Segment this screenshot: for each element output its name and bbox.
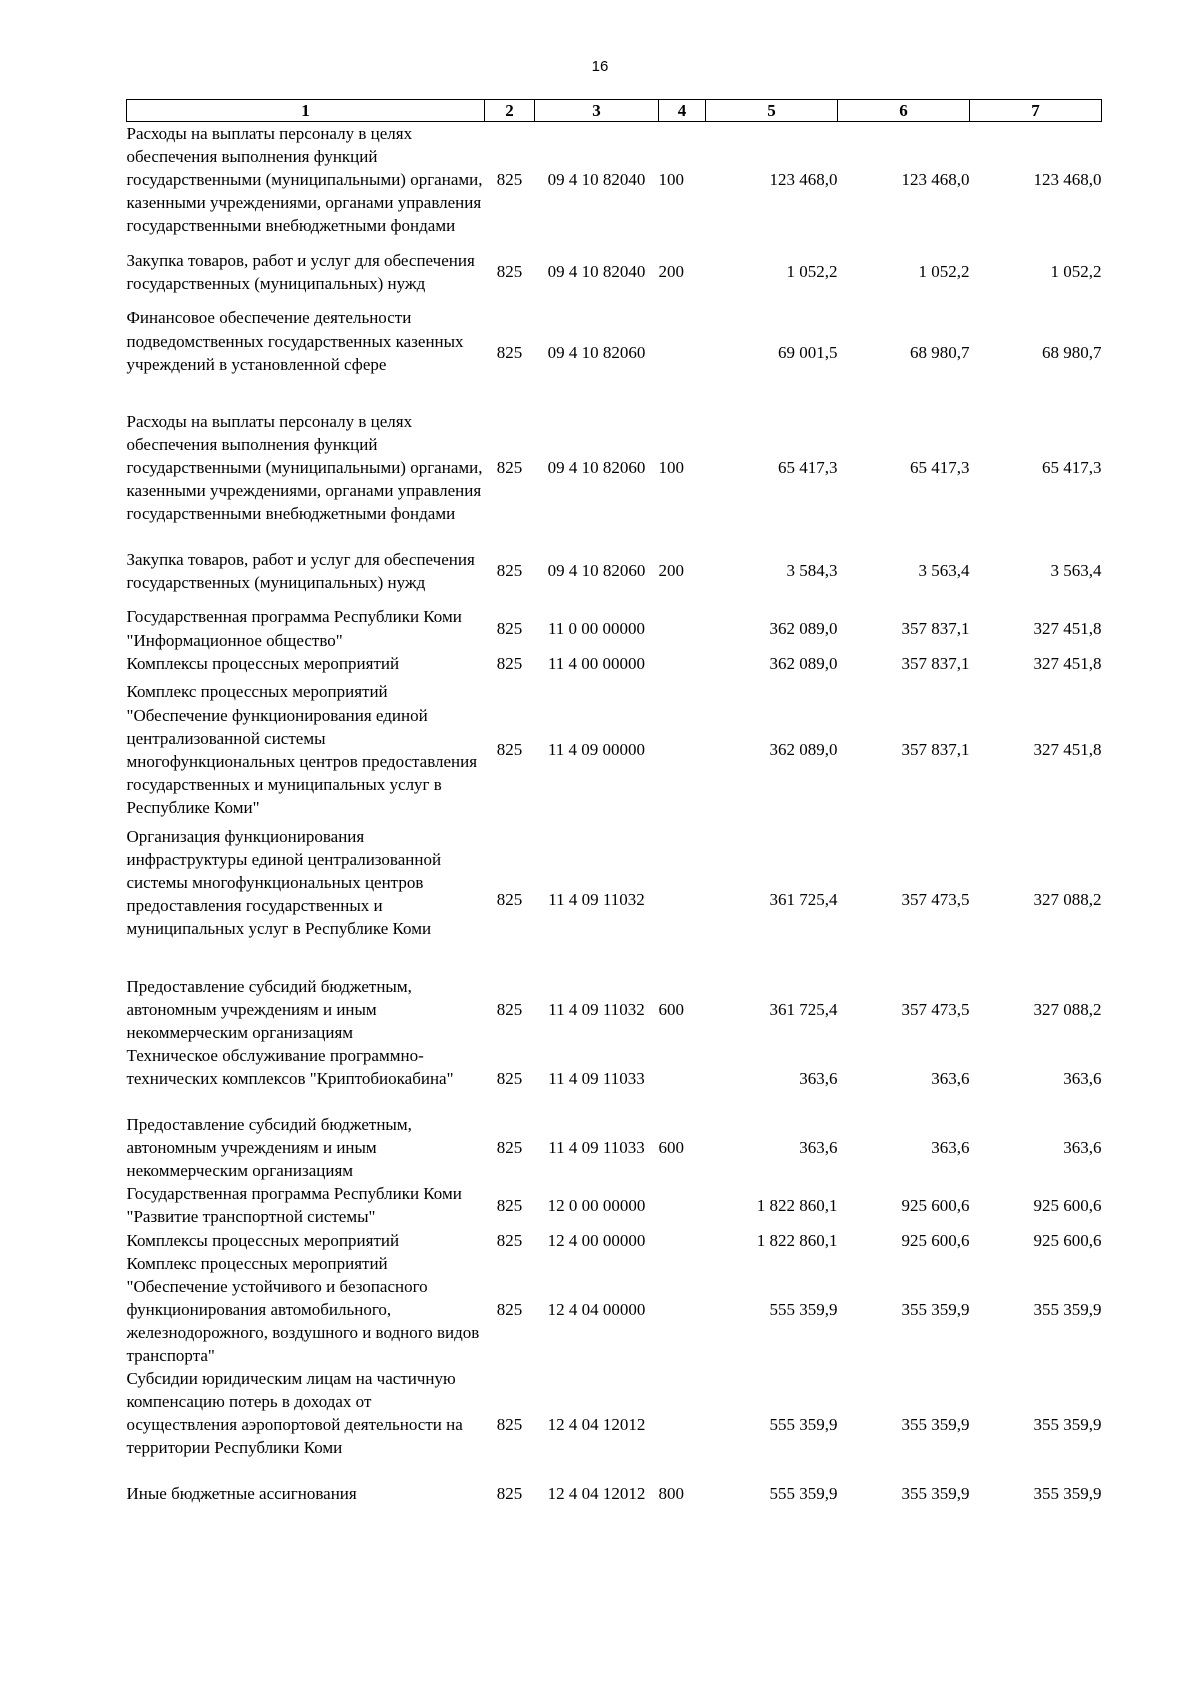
table-row xyxy=(127,1044,1102,1113)
row-code: 825 xyxy=(496,619,523,639)
table-row xyxy=(127,1482,1102,1505)
row-name: Субсидии юридическим лицам на частичную компенсацию потерь в доходах от осуществления аэропортовой деятельности на территории Республики Коми xyxy=(126,1369,463,1458)
row-value-6: 355 359,9 xyxy=(901,1415,970,1435)
row-section: 09 4 10 82040 xyxy=(547,262,646,282)
row-value-7: 355 359,9 xyxy=(1033,1299,1102,1319)
row-value-5: 69 001,5 xyxy=(778,342,838,362)
page-number: 16 xyxy=(591,58,609,75)
row-value-5: 3 584,3 xyxy=(786,561,838,581)
row-section: 11 4 09 00000 xyxy=(547,740,646,760)
row-section: 09 4 10 82060 xyxy=(547,561,646,581)
row-value-7: 123 468,0 xyxy=(1033,170,1102,190)
header-cell: 7 xyxy=(970,100,1102,122)
row-name: Финансовое обеспечение деятельности подведомственных государственных казенных учреждений в установленной сфере xyxy=(126,308,464,374)
row-name: Расходы на выплаты персоналу в целях обеспечения выполнения функций государственными (муниципальными) органами, казенными учреждениями, органами управления государственными внебюджетными фондами xyxy=(126,411,483,524)
table-row xyxy=(127,675,1102,825)
table-row xyxy=(127,1182,1102,1228)
row-value-6: 363,6 xyxy=(931,1138,970,1158)
row-value-5: 1 822 860,1 xyxy=(756,1195,838,1215)
table-row xyxy=(127,237,1102,306)
row-section: 09 4 10 82060 xyxy=(547,342,646,362)
table-row xyxy=(127,398,1102,536)
row-name: Комплексы процессных мероприятий xyxy=(126,1230,400,1250)
row-type xyxy=(659,1367,706,1482)
row-code: 825 xyxy=(496,457,523,477)
row-section: 12 4 04 12012 xyxy=(547,1415,646,1435)
row-value-7: 355 359,9 xyxy=(1033,1484,1102,1504)
row-value-5: 1 822 860,1 xyxy=(756,1230,838,1250)
row-value-5: 65 417,3 xyxy=(778,457,838,477)
row-type: 600 xyxy=(658,999,684,1019)
row-value-6: 363,6 xyxy=(931,1068,970,1088)
row-section: 12 0 00 00000 xyxy=(547,1195,646,1215)
row-type: 200 xyxy=(658,561,684,581)
row-type: 100 xyxy=(658,457,684,477)
row-code: 825 xyxy=(496,1415,523,1435)
row-section: 11 4 09 11032 xyxy=(548,890,645,910)
row-section: 12 4 00 00000 xyxy=(547,1230,646,1250)
row-value-7: 327 451,8 xyxy=(1033,740,1102,760)
header-cell: 2 xyxy=(485,100,535,122)
row-value-6: 357 837,1 xyxy=(901,653,970,673)
row-value-7: 925 600,6 xyxy=(1033,1230,1102,1250)
row-value-7: 327 088,2 xyxy=(1033,890,1102,910)
row-value-6: 357 473,5 xyxy=(901,999,970,1019)
row-value-7: 327 451,8 xyxy=(1033,619,1102,639)
row-value-7: 363,6 xyxy=(1063,1138,1102,1158)
row-type: 800 xyxy=(658,1484,684,1504)
header-row xyxy=(127,100,1102,122)
budget-table xyxy=(126,99,1102,1505)
row-type xyxy=(659,825,706,975)
row-value-5: 362 089,0 xyxy=(769,740,838,760)
table-row xyxy=(127,825,1102,975)
row-value-6: 355 359,9 xyxy=(901,1299,970,1319)
row-code: 825 xyxy=(496,1484,523,1504)
row-code: 825 xyxy=(496,561,523,581)
row-code: 825 xyxy=(496,1230,523,1250)
row-code: 825 xyxy=(496,1195,523,1215)
row-code: 825 xyxy=(496,170,523,190)
row-value-6: 3 563,4 xyxy=(918,561,970,581)
row-value-6: 68 980,7 xyxy=(910,342,970,362)
row-value-7: 68 980,7 xyxy=(1042,342,1102,362)
row-value-6: 925 600,6 xyxy=(901,1230,970,1250)
row-name: Организация функционирования инфраструктуры единой централизованной системы многофункциональных центров предоставления государственных и муниципальных услуг в Республике Коми xyxy=(126,826,442,939)
row-type xyxy=(659,605,706,651)
row-section: 12 4 04 12012 xyxy=(547,1484,646,1504)
row-type xyxy=(659,652,706,675)
row-name: Предоставление субсидий бюджетным, автономным учреждениям и иным некоммерческим организациям xyxy=(126,1115,412,1181)
row-value-6: 65 417,3 xyxy=(910,457,970,477)
row-code: 825 xyxy=(496,890,523,910)
table-row xyxy=(127,1229,1102,1252)
row-name: Иные бюджетные ассигнования xyxy=(126,1484,357,1504)
row-value-7: 925 600,6 xyxy=(1033,1195,1102,1215)
row-name: Техническое обслуживание программно-технических комплексов "Криптобиокабина" xyxy=(126,1046,454,1089)
table-row xyxy=(127,1252,1102,1367)
header-cell: 3 xyxy=(535,100,659,122)
row-name: Комплекс процессных мероприятий "Обеспечение устойчивого и безопасного функционирования автомобильного, железнодорожного, воздушного и водного видов транспорта" xyxy=(126,1253,480,1365)
row-code: 825 xyxy=(496,342,523,362)
row-value-6: 925 600,6 xyxy=(901,1195,970,1215)
row-value-6: 1 052,2 xyxy=(918,262,970,282)
row-type xyxy=(659,306,706,398)
row-section: 11 4 09 11032 xyxy=(548,999,645,1019)
row-name: Закупка товаров, работ и услуг для обеспечения государственных (муниципальных) нужд xyxy=(126,549,475,592)
row-section: 11 4 09 11033 xyxy=(548,1068,645,1088)
row-value-5: 362 089,0 xyxy=(769,653,838,673)
row-type xyxy=(659,1252,706,1367)
row-value-6: 123 468,0 xyxy=(901,170,970,190)
row-value-5: 555 359,9 xyxy=(769,1299,838,1319)
table-row xyxy=(127,605,1102,651)
row-name: Закупка товаров, работ и услуг для обеспечения государственных (муниципальных) нужд xyxy=(126,250,475,293)
row-code: 825 xyxy=(496,653,523,673)
table-row xyxy=(127,1113,1102,1182)
row-name: Расходы на выплаты персоналу в целях обеспечения выполнения функций государственными (муниципальными) органами, казенными учреждениями, органами управления государственными внебюджетными фондами xyxy=(126,124,483,236)
row-value-5: 362 089,0 xyxy=(769,619,838,639)
row-section: 11 4 00 00000 xyxy=(547,653,646,673)
row-value-6: 355 359,9 xyxy=(901,1484,970,1504)
row-name: Комплексы процессных мероприятий xyxy=(126,653,400,673)
header-cell: 4 xyxy=(659,100,706,122)
header-cell: 1 xyxy=(127,100,485,122)
row-name: Государственная программа Республики Коми "Развитие транспортной системы" xyxy=(126,1184,462,1227)
row-code: 825 xyxy=(496,740,523,760)
row-value-6: 357 837,1 xyxy=(901,740,970,760)
row-value-5: 1 052,2 xyxy=(786,262,838,282)
table-row xyxy=(127,306,1102,398)
row-section: 11 4 09 11033 xyxy=(548,1138,645,1158)
row-name: Государственная программа Республики Коми "Информационное общество" xyxy=(126,607,462,650)
header-cell: 5 xyxy=(706,100,838,122)
table-row xyxy=(127,652,1102,675)
row-name: Предоставление субсидий бюджетным, автономным учреждениям и иным некоммерческим организациям xyxy=(126,976,412,1042)
row-value-6: 357 473,5 xyxy=(901,890,970,910)
table-row xyxy=(127,1367,1102,1482)
row-value-7: 3 563,4 xyxy=(1050,561,1102,581)
row-value-5: 123 468,0 xyxy=(769,170,838,190)
table-row xyxy=(127,122,1102,238)
table-row xyxy=(127,975,1102,1044)
row-code: 825 xyxy=(496,999,523,1019)
row-type xyxy=(659,1182,706,1228)
row-code: 825 xyxy=(496,1068,523,1088)
row-type xyxy=(659,1044,706,1113)
row-value-6: 357 837,1 xyxy=(901,619,970,639)
row-type: 200 xyxy=(658,262,684,282)
row-value-5: 363,6 xyxy=(799,1138,838,1158)
row-code: 825 xyxy=(496,1299,523,1319)
row-type: 100 xyxy=(658,170,684,190)
row-section: 11 0 00 00000 xyxy=(547,619,646,639)
row-value-7: 327 088,2 xyxy=(1033,999,1102,1019)
row-section: 09 4 10 82060 xyxy=(547,457,646,477)
row-type xyxy=(659,1229,706,1252)
row-name: Комплекс процессных мероприятий "Обеспечение функционирования единой централизованной системы многофункциональных центров предоставления государственных и муниципальных услуг в Республике Коми" xyxy=(126,682,478,817)
row-type xyxy=(659,675,706,825)
row-value-7: 327 451,8 xyxy=(1033,653,1102,673)
row-value-5: 361 725,4 xyxy=(769,890,838,910)
row-value-5: 361 725,4 xyxy=(769,999,838,1019)
row-value-5: 363,6 xyxy=(799,1068,838,1088)
header-cell: 6 xyxy=(838,100,970,122)
row-value-5: 555 359,9 xyxy=(769,1484,838,1504)
row-type: 600 xyxy=(658,1138,684,1158)
row-value-7: 355 359,9 xyxy=(1033,1415,1102,1435)
row-value-7: 1 052,2 xyxy=(1050,262,1102,282)
row-value-5: 555 359,9 xyxy=(769,1415,838,1435)
row-section: 09 4 10 82040 xyxy=(547,170,646,190)
row-value-7: 363,6 xyxy=(1063,1068,1102,1088)
row-code: 825 xyxy=(496,1138,523,1158)
row-section: 12 4 04 00000 xyxy=(547,1299,646,1319)
table-row xyxy=(127,536,1102,605)
row-code: 825 xyxy=(496,262,523,282)
row-value-7: 65 417,3 xyxy=(1042,457,1102,477)
